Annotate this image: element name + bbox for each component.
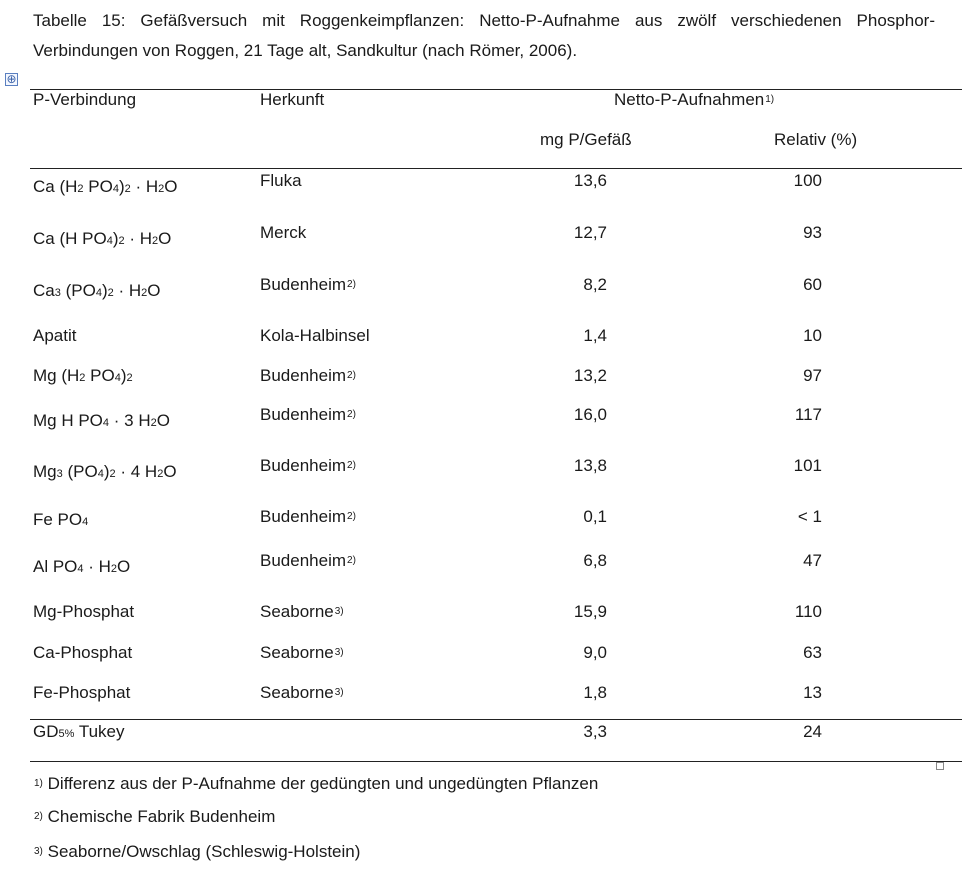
mg-cell: 1,8 xyxy=(583,683,607,702)
origin-cell: Seaborne$^{3)}$ xyxy=(260,643,344,662)
gd-mg: 3,3 xyxy=(583,722,607,741)
relative-cell: 110 xyxy=(794,602,822,621)
header-origin: Herkunft xyxy=(260,90,325,109)
origin-cell: Budenheim$^{2)}$ xyxy=(260,551,356,570)
header-relative: Relativ (%) xyxy=(774,130,858,149)
origin-cell: Merck xyxy=(260,223,307,242)
compound-cell: Ca (H PO4)2 · H2O xyxy=(33,229,172,248)
relative-cell: 13 xyxy=(803,683,822,702)
compound-cell: Fe PO4 xyxy=(33,510,89,529)
origin-cell: Budenheim$^{2)}$ xyxy=(260,275,356,294)
gd-relative: 24 xyxy=(803,722,822,741)
relative-cell: 97 xyxy=(803,366,822,385)
compound-cell: Mg-Phosphat xyxy=(33,602,135,621)
origin-cell: Fluka xyxy=(260,171,302,190)
relative-cell: 47 xyxy=(803,551,822,570)
compound-cell: Ca3 (PO4)2 · H2O xyxy=(33,281,161,300)
relative-cell: 10 xyxy=(803,326,822,345)
footnote-2: $^{2)}$ Chemische Fabrik Budenheim xyxy=(34,807,276,826)
relative-cell: < 1 xyxy=(797,507,822,526)
table-caption: Tabelle 15: Gefäßversuch mit Roggenkeimpflanzen: Netto-P-Aufnahme aus zwölf verschiedenen Phosphor-Verbindungen von Roggen, 21 Tage alt, Sandkultur (nach Römer, 2006). xyxy=(33,11,935,60)
table-bottom-rule xyxy=(30,761,962,762)
mg-cell: 15,9 xyxy=(573,602,607,621)
table-move-handle-icon[interactable]: ⊕ xyxy=(6,72,17,86)
mg-cell: 13,2 xyxy=(573,366,607,385)
origin-cell: Kola-Halbinsel xyxy=(260,326,370,345)
mg-cell: 9,0 xyxy=(583,643,607,662)
gd-top-rule xyxy=(30,719,962,720)
origin-cell: Budenheim$^{2)}$ xyxy=(260,507,356,526)
mg-cell: 1,4 xyxy=(583,326,607,345)
compound-cell: Apatit xyxy=(33,326,77,345)
mg-cell: 13,8 xyxy=(573,456,607,475)
compound-cell: Fe-Phosphat xyxy=(33,683,131,702)
header-compound: P-Verbindung xyxy=(33,90,137,109)
origin-cell: Budenheim$^{2)}$ xyxy=(260,366,356,385)
mg-cell: 6,8 xyxy=(583,551,607,570)
relative-cell: 63 xyxy=(803,643,822,662)
compound-cell: Mg H PO4 · 3 H2O xyxy=(33,411,170,430)
gd-label: GD5% Tukey xyxy=(33,722,125,741)
relative-cell: 117 xyxy=(794,405,822,424)
compound-cell: Ca-Phosphat xyxy=(33,643,133,662)
origin-cell: Seaborne$^{3)}$ xyxy=(260,683,344,702)
mg-cell: 13,6 xyxy=(573,171,607,190)
relative-cell: 60 xyxy=(803,275,822,294)
header-mg: mg P/Gefäß xyxy=(540,130,632,149)
footnote-3: $^{3)}$ Seaborne/Owschlag (Schleswig-Holstein) xyxy=(34,842,361,861)
compound-cell: Mg3 (PO4)2 · 4 H2O xyxy=(33,462,177,481)
relative-cell: 101 xyxy=(793,456,822,475)
origin-cell: Budenheim$^{2)}$ xyxy=(260,456,356,475)
mg-cell: 0,1 xyxy=(583,507,607,526)
relative-cell: 100 xyxy=(793,171,822,190)
compound-cell: Al PO4 · H2O xyxy=(33,557,131,576)
compound-cell: Ca (H2 PO4)2 · H2O xyxy=(33,177,178,196)
relative-cell: 93 xyxy=(803,223,822,242)
mg-cell: 12,7 xyxy=(573,223,607,242)
mg-cell: 16,0 xyxy=(573,405,607,424)
compound-cell: Mg (H2 PO4)2 xyxy=(33,366,133,385)
footnote-1: $^{1)}$ Differenz aus der P-Aufnahme der gedüngten und ungedüngten Pflanzen xyxy=(34,774,599,793)
origin-cell: Seaborne$^{3)}$ xyxy=(260,602,344,621)
origin-cell: Budenheim$^{2)}$ xyxy=(260,405,356,424)
header-bottom-rule xyxy=(30,168,962,169)
table-resize-handle[interactable] xyxy=(936,762,944,770)
mg-cell: 8,2 xyxy=(583,275,607,294)
header-uptake: Netto-P-Aufnahmen$^{1)}$ xyxy=(614,90,775,109)
table-top-rule xyxy=(30,89,962,90)
